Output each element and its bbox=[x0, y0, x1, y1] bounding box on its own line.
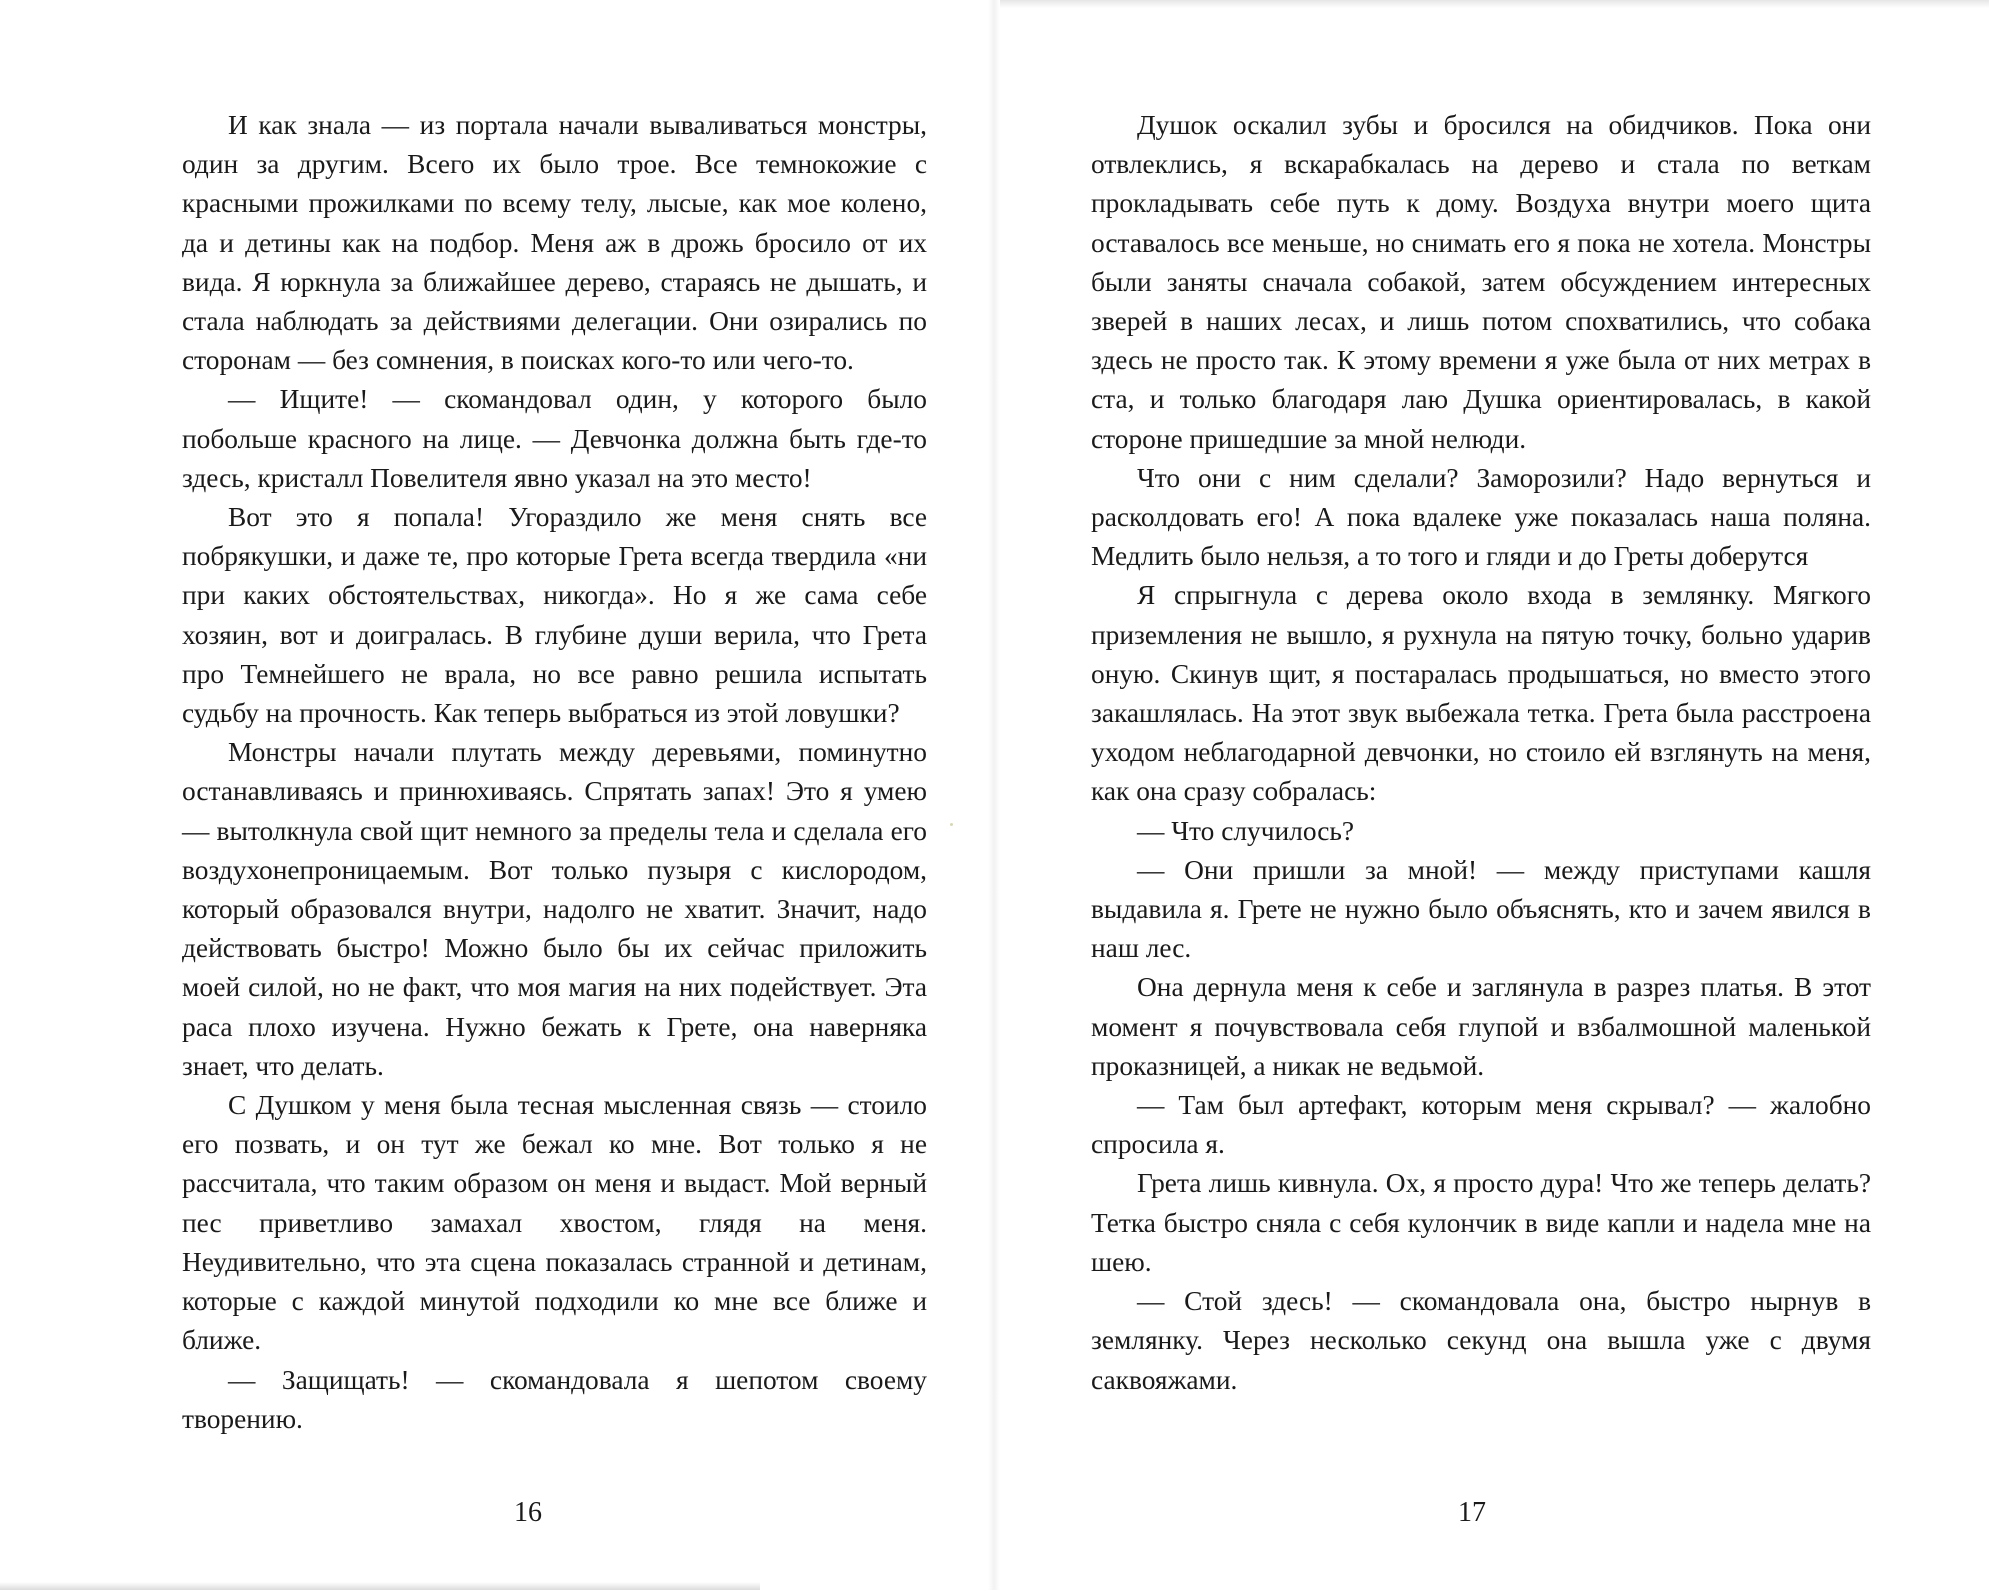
paragraph: Грета лишь кивнула. Ох, я просто дура! Что же теперь делать? Тетка быстро сняла с себя кулончик в виде капли и надела мне на шею. bbox=[1091, 1168, 1871, 1277]
paragraph: Она дернула меня к себе и заглянула в разрез платья. В этот момент я почувствовала себя глупой и взбалмошной маленькой проказницей, а никак не ведьмой. bbox=[1091, 972, 1871, 1081]
paragraph: — Защищать! — скомандовала я шепотом своему творению. bbox=[182, 1364, 927, 1434]
paragraph: — Стой здесь! — скомандовала она, быстро нырнув в землянку. Через несколько секунд она вышла уже с двумя саквояжами. bbox=[1091, 1286, 1871, 1395]
paragraph: Что они с ним сделали? Заморозили? Надо вернуться и расколдовать его! А пока вдалеке уже показалась наша поляна. Медлить было нельзя, а то того и гляди и до Греты доберутся bbox=[1091, 462, 1871, 572]
paragraph: — Что случилось? bbox=[1137, 815, 1354, 846]
left-page bbox=[0, 0, 994, 1590]
paragraph: И как знала — из портала начали вываливаться монстры, один за другим. Всего их было трое. Все темнокожие с красными прожилками по всему телу, лысые, как мое колено, да и детины как на подбор. Меня аж в дрожь бросило от их вида. Я юркнула за ближайшее дерево, стараясь не дышать, и стала наблюдать за действиями делегации. Они озирались по сторонам — без сомнения, в поисках кого-то или чего-то. bbox=[182, 110, 927, 376]
paragraph: — Ищите! — скомандовал один, у которого было побольше красного на лице. — Девчонка должна быть где-то здесь, кристалл Повелителя явно указал на это место! bbox=[182, 384, 927, 493]
paragraph: Монстры начали плутать между деревьями, поминутно останавливаясь и принюхиваясь. Спрятать запах! Это я умею — вытолкнула свой щит немного за пределы тела и сделала его воздухонепроницаемым. Вот только пузыря с кислородом, который образовался внутри, надолго не хватит. Значит, надо действовать быстро! Можно было бы их сейчас приложить моей силой, но не факт, что моя магия на них подействует. Эта раса плохо изучена. Нужно бежать к Грете, она наверняка знает, что делать. bbox=[182, 737, 927, 1081]
paragraph: Вот это я попала! Угораздило же меня снять все побрякушки, и даже те, про которые Грета всегда твердила «ни при каких обстоятельствах, никогда». Но я же сама себе хозяин, вот и доигралась. В глубине души верила, что Грета про Темнейшего не врала, но все равно решила испытать судьбу на прочность. Как теперь выбраться из этой ловушки? bbox=[182, 502, 927, 729]
left-page-text bbox=[182, 106, 927, 1439]
paper-speck bbox=[950, 823, 953, 826]
paragraph: — Там был артефакт, которым меня скрывал? — жалобно спросила я. bbox=[1091, 1090, 1871, 1160]
paragraph: Я спрыгнула с дерева около входа в землянку. Мягкого приземления не вышло, я рухнула на пятую точку, больно ударив оную. Скинув щит, я постаралась продышаться, но вместо этого закашлялась. На этот звук выбежала тетка. Грета была расстроена уходом неблагодарной девчонки, но стоило ей взглянуть на меня, как она сразу собралась: bbox=[1091, 580, 1871, 807]
page-number: 16 bbox=[514, 1497, 542, 1528]
right-page bbox=[994, 0, 1989, 1590]
paragraph: С Душком у меня была тесная мысленная связь — стоило его позвать, и он тут же бежал ко мне. Вот только я не рассчитала, что таким образом он меня и выдаст. Мой верный пес приветливо замахал хвостом, глядя на меня. Неудивительно, что эта сцена показалась странной и детинам, которые с каждой минутой подходили ко мне все ближе и ближе. bbox=[182, 1090, 927, 1356]
right-page-text bbox=[1091, 106, 1871, 1400]
page-edge-shadow bbox=[0, 1582, 760, 1590]
paragraph: Душок оскалил зубы и бросился на обидчиков. Пока они отвлеклись, я вскарабкалась на дерево и стала по веткам прокладывать себе путь к дому. Воздуха внутри моего щита оставалось все меньше, но снимать его я пока не хотела. Монстры были заняты сначала собакой, затем обсуждением интересных зверей в наших лесах, и лишь потом спохватились, что собака здесь не просто так. К этому времени я уже была от них метрах в ста, и только благодаря лаю Душка ориентировалась, в какой стороне пришедшие за мной нелюди. bbox=[1091, 110, 1871, 454]
page-number: 17 bbox=[1458, 1497, 1486, 1528]
paragraph: — Они пришли за мной! — между приступами кашля выдавила я. Грете не нужно было объяснять, кто и зачем явился в наш лес. bbox=[1091, 854, 1871, 964]
